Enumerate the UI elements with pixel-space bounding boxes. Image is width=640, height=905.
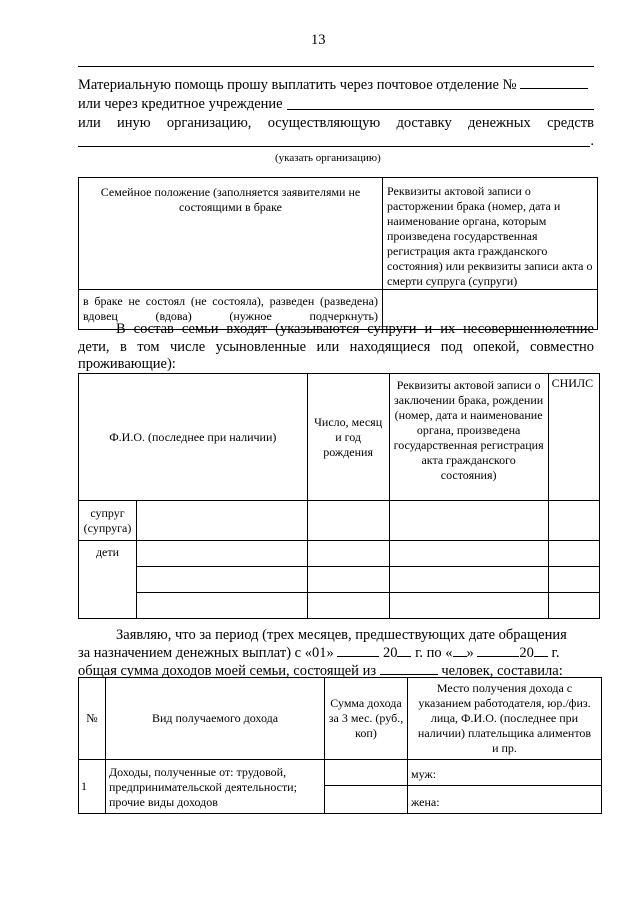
spouse-fio-cell[interactable]: [137, 501, 308, 541]
payment-line-2-text: или через кредитное учреждение: [78, 96, 283, 112]
family-table: [78, 373, 600, 619]
income-type-header: Вид получаемого дохода: [106, 678, 325, 760]
child-fio-cell[interactable]: [137, 567, 308, 593]
family-size-suffix: человек, составила:: [441, 663, 563, 679]
family-size-label: общая сумма доходов моей семьи, состоящей из: [78, 663, 377, 679]
child-record-cell[interactable]: [389, 541, 548, 567]
payment-line-4: [78, 133, 594, 150]
period-to-day-field[interactable]: [453, 656, 467, 657]
spouse-birth-cell[interactable]: [307, 501, 389, 541]
record-header: Реквизиты актовой записи о заключении брака, рождении (номер, дата и наименование органа, произведена государственная регистрация акта гражданского состояния): [389, 374, 548, 501]
income-sum-husband-cell[interactable]: [325, 760, 408, 786]
organization-caption: (указать организацию): [275, 152, 381, 164]
child-fio-cell[interactable]: [137, 541, 308, 567]
post-office-number-field[interactable]: [520, 88, 588, 89]
income-type-cell: Доходы, полученные от: трудовой, предпринимательской деятельности; прочие виды доходов: [106, 760, 325, 814]
spouse-record-cell[interactable]: [389, 501, 548, 541]
period-from-year-prefix: 20: [382, 645, 398, 661]
income-sum-wife-cell[interactable]: [325, 786, 408, 814]
wife-label: жена:: [411, 795, 440, 809]
period-from-month-field[interactable]: [337, 656, 379, 657]
num-header: №: [79, 678, 106, 760]
family-size-field[interactable]: [380, 674, 438, 675]
period-from-label: за назначением денежных выплат) с «01»: [78, 645, 334, 661]
period-to-year-field[interactable]: [534, 656, 548, 657]
fio-header: Ф.И.О. (последнее при наличии): [79, 374, 308, 501]
top-rule: [78, 66, 594, 67]
husband-label: муж:: [411, 767, 437, 781]
spouse-label: супруг (супруга): [79, 501, 137, 541]
period-to-year-suffix: г.: [551, 645, 560, 661]
child-record-cell[interactable]: [389, 593, 548, 619]
child-birth-cell[interactable]: [307, 567, 389, 593]
child-birth-cell[interactable]: [307, 541, 389, 567]
row-number: 1: [79, 760, 106, 814]
payment-line-1-text: Материальную помощь прошу выплатить через почтовое отделение №: [78, 77, 517, 93]
family-status-options-text: в браке не состоял (не состояла), разведен (разведена) вдовец (вдова) (нужное подчеркнуть): [83, 294, 378, 323]
period-to-year-prefix: 20: [519, 645, 534, 661]
income-place-husband-cell[interactable]: [408, 760, 602, 786]
child-record-cell[interactable]: [389, 567, 548, 593]
payment-line-4-end: .: [590, 133, 594, 149]
children-label: дети: [79, 541, 137, 619]
payment-line-2: [78, 96, 594, 113]
record-header: Реквизиты актовой записи о расторжении брака (номер, дата и наименование органа, которым произведена государственная регистрация акта гражданского состояния) или реквизиты записи акта о смерти супруга (супруги): [383, 178, 598, 290]
credit-institution-field[interactable]: [287, 96, 594, 110]
period-to-label: г. по «: [415, 645, 453, 661]
income-place-header: Место получения дохода с указанием работодателя, юр./физ. лица, Ф.И.О. (последнее при наличии) плательщика алиментов и пр.: [408, 678, 602, 760]
income-intro-line-1: Заявляю, что за период (трех месяцев, предшествующих дате обращения: [116, 627, 567, 643]
period-to-month-field[interactable]: [477, 656, 519, 657]
spouse-snils-cell[interactable]: [548, 501, 599, 541]
child-birth-cell[interactable]: [307, 593, 389, 619]
child-fio-cell[interactable]: [137, 593, 308, 619]
organization-field[interactable]: [78, 133, 590, 147]
period-from-year-field[interactable]: [397, 656, 411, 657]
child-snils-cell[interactable]: [548, 593, 599, 619]
income-sum-header: Сумма дохода за 3 мес. (руб., коп): [325, 678, 408, 760]
snils-header: СНИЛС: [548, 374, 599, 501]
income-intro-line-2: [78, 645, 559, 662]
page-number: 13: [311, 32, 326, 48]
family-intro: В состав семьи входят (указываются супруги и их несовершеннолетние дети, в том числе усыновленные или находящиеся под опекой, совместно проживающие):: [78, 321, 594, 372]
family-status-header: Семейное положение (заполняется заявителями не состоящими в браке: [79, 178, 383, 290]
birth-date-header: Число, месяц и год рождения: [307, 374, 389, 501]
period-to-day-close: »: [466, 645, 474, 661]
family-status-table: [78, 177, 598, 330]
payment-line-3: или иную организацию, осуществляющую доставку денежных средств: [78, 115, 594, 131]
child-snils-cell[interactable]: [548, 541, 599, 567]
income-place-wife-cell[interactable]: [408, 786, 602, 814]
child-snils-cell[interactable]: [548, 567, 599, 593]
payment-line-1: [78, 77, 588, 94]
income-table: [78, 677, 602, 814]
